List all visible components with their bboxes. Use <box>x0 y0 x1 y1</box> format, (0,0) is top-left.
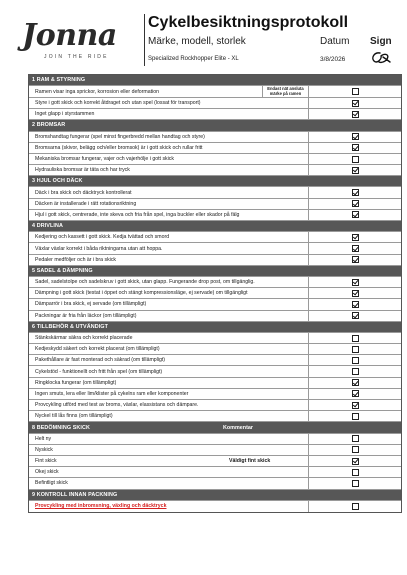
document-header <box>14 10 394 72</box>
item-text: Hjul i gott skick, centrerade, inte skeva och fria från spel, inga buckler eller skador på fälg <box>29 210 309 220</box>
item-text: Hydrauliska bromsar är täta och har tryck <box>29 165 309 175</box>
item-text: Pakethållare är fast monterad och säkrad (om tillämpligt) <box>29 355 309 365</box>
checkbox-checked[interactable] <box>352 301 359 308</box>
logo-tagline: JOIN THE RIDE <box>44 54 109 60</box>
item-text: Sadel, sadelstolpe och sadelskruv i gott skick, utan glapp. Fungerande drop post, om tillgänglig. <box>29 277 309 287</box>
checkbox-cell <box>309 344 401 354</box>
date-value: 3/8/2026 <box>320 56 346 63</box>
item-text: Styre i gott skick och korrekt åtdraget och utan spel (lossat för transport) <box>29 98 309 108</box>
checklist-item <box>29 434 401 445</box>
checklist-item <box>29 143 401 154</box>
checklist-item <box>29 154 401 165</box>
checklist-item <box>29 478 401 489</box>
section-header <box>29 75 401 86</box>
checkbox-cell <box>309 366 401 376</box>
brand-logo <box>22 16 140 66</box>
item-text: Provcykling med inbromsning, växling och däcktryck <box>29 501 309 512</box>
checkbox-unchecked[interactable] <box>352 480 359 487</box>
checklist-item <box>29 411 401 422</box>
item-text: Pedaler medföljer och är i bra skick <box>29 255 309 265</box>
section-header <box>29 266 401 277</box>
item-note: Endast nät ansluta märke på ramen <box>263 86 309 97</box>
item-text: Stänkskärmar säkra och korrekt placerade <box>29 333 309 343</box>
checkbox-cell <box>309 165 401 175</box>
checklist-item <box>29 98 401 109</box>
section-title: 6 TILLBEHÖR & UTVÄNDIGT <box>32 323 108 330</box>
item-text: Bromsarna (skivor, belägg och/eller bromsok) är i gott skick och rullar fritt <box>29 143 309 153</box>
checklist-item <box>29 255 401 266</box>
checkbox-cell <box>309 243 401 253</box>
checkbox-checked[interactable] <box>352 312 359 319</box>
checkbox-cell <box>309 467 401 477</box>
bike-label: Märke, modell, storlek <box>148 36 246 47</box>
checkbox-cell <box>309 288 401 298</box>
bike-model-value: Specialized Rockhopper Elite - XL <box>148 56 239 62</box>
checklist-item <box>29 86 401 98</box>
checkbox-cell <box>309 143 401 153</box>
checklist-item <box>29 277 401 288</box>
checklist-item <box>29 445 401 456</box>
checkbox-checked[interactable] <box>352 100 359 107</box>
checklist-item <box>29 333 401 344</box>
checkbox-cell <box>309 333 401 343</box>
checkbox-unchecked[interactable] <box>352 368 359 375</box>
item-text: Befintligt skick <box>29 478 309 488</box>
checkbox-unchecked[interactable] <box>352 335 359 342</box>
item-text: Däcken är installerade i rätt rotationsriktning <box>29 199 309 209</box>
item-text: Cykelstöd - funktionellt och fritt från spel (om tillämpligt) <box>29 366 309 376</box>
checklist-item <box>29 199 401 210</box>
item-text: Packningar är fria från läckor (om tillämpligt) <box>29 311 309 321</box>
checklist-item <box>29 132 401 143</box>
section-header <box>29 490 401 501</box>
checklist-item <box>29 165 401 176</box>
comment-column-header: Kommentar <box>223 424 253 431</box>
checkbox-cell <box>309 109 401 119</box>
checkbox-checked[interactable] <box>352 458 359 465</box>
logo-wordmark: Jonna <box>22 18 117 53</box>
item-text: Ingen smuts, lera eller lim/klister på cykelns ram eller komponenter <box>29 389 309 399</box>
checkbox-cell <box>309 478 401 488</box>
item-text: Helt ny <box>29 434 309 444</box>
checkbox-unchecked[interactable] <box>352 357 359 364</box>
signature-mark <box>370 50 392 66</box>
checklist-item <box>29 355 401 366</box>
checkbox-unchecked[interactable] <box>352 435 359 442</box>
section-header <box>29 221 401 232</box>
checklist-item <box>29 467 401 478</box>
checkbox-cell <box>309 389 401 399</box>
checkbox-cell <box>309 434 401 444</box>
checklist-item <box>29 109 401 120</box>
checkbox-cell <box>309 232 401 242</box>
checkbox-cell <box>309 400 401 410</box>
section-title: 4 DRIVLINA <box>32 223 63 230</box>
checkbox-checked[interactable] <box>352 200 359 207</box>
item-text: Kedjering och kassett i gott skick. Kedja tvättad och smord <box>29 232 309 242</box>
section-header <box>29 322 401 333</box>
checkbox-cell <box>309 445 401 455</box>
section-title: 1 RAM & STYRNING <box>32 77 86 84</box>
item-text: Dämpning i gott skick (testat i öppet och stängt kompressionsläge, ej servade) om tillgängligt <box>29 288 309 298</box>
item-text: Bromshandtag fungerar (spel minst fingerbredd mellan handtag och styre) <box>29 132 309 142</box>
checkbox-unchecked[interactable] <box>352 88 359 95</box>
item-text: Okej skick <box>29 467 309 477</box>
checkbox-unchecked[interactable] <box>352 413 359 420</box>
checkbox-cell <box>309 154 401 164</box>
checklist-item <box>29 344 401 355</box>
header-divider <box>144 14 145 66</box>
checkbox-cell <box>309 255 401 265</box>
checkbox-unchecked[interactable] <box>352 346 359 353</box>
section-title: 2 BROMSAR <box>32 122 66 129</box>
checklist-item <box>29 311 401 322</box>
checklist-item <box>29 210 401 221</box>
checkbox-checked[interactable] <box>352 279 359 286</box>
checkbox-cell <box>309 456 401 466</box>
item-text: Dämparrör i bra skick, ej servade (om tillämpligt) <box>29 299 309 309</box>
checklist-item <box>29 288 401 299</box>
item-comment: Väldigt fint skick <box>229 458 271 465</box>
item-text: Ringklocka fungerar (om tillämpligt) <box>29 378 309 388</box>
checkbox-unchecked[interactable] <box>352 446 359 453</box>
item-text: Mekaniska bromsar fungerar, vajer och vajerhölje i gott skick <box>29 154 309 164</box>
checkbox-checked[interactable] <box>352 144 359 151</box>
checkbox-cell <box>309 210 401 220</box>
checkbox-cell <box>309 187 401 197</box>
checkbox-cell <box>309 98 401 108</box>
checklist-item <box>29 243 401 254</box>
inspection-checklist <box>28 74 402 513</box>
checklist-item <box>29 299 401 310</box>
checkbox-checked[interactable] <box>352 211 359 218</box>
section-header <box>29 422 401 433</box>
item-text: Nyckel till lås finns (om tillämpligt) <box>29 411 309 421</box>
checkbox-unchecked[interactable] <box>352 156 359 163</box>
checkbox-checked[interactable] <box>352 167 359 174</box>
checkbox-cell <box>309 86 401 97</box>
checkbox-unchecked[interactable] <box>352 503 359 510</box>
checkbox-cell <box>309 277 401 287</box>
checklist-item <box>29 232 401 243</box>
item-text: Provcykling utförd med test av broms, växlar, elassistans och dämpare. <box>29 400 309 410</box>
item-text: Kedjeskydd säkert och korrekt placerat (om tillämpligt) <box>29 344 309 354</box>
checkbox-checked[interactable] <box>352 402 359 409</box>
item-text: Däck i bra skick och däcktryck kontrollerat <box>29 187 309 197</box>
section-title: 3 HJUL OCH DÄCK <box>32 178 83 185</box>
checkbox-cell <box>309 378 401 388</box>
section-header <box>29 120 401 131</box>
checkbox-checked[interactable] <box>352 189 359 196</box>
checklist-item <box>29 378 401 389</box>
checkbox-checked[interactable] <box>352 111 359 118</box>
checkbox-unchecked[interactable] <box>352 469 359 476</box>
section-title: 5 SADEL & DÄMPNING <box>32 267 93 274</box>
checkbox-checked[interactable] <box>352 390 359 397</box>
checkbox-checked[interactable] <box>352 256 359 263</box>
checkbox-checked[interactable] <box>352 290 359 297</box>
checkbox-checked[interactable] <box>352 245 359 252</box>
checkbox-cell <box>309 355 401 365</box>
section-header <box>29 176 401 187</box>
checkbox-cell <box>309 311 401 321</box>
checkbox-cell <box>309 132 401 142</box>
checkbox-checked[interactable] <box>352 234 359 241</box>
date-label: Datum <box>320 36 350 47</box>
checklist-item <box>29 456 401 467</box>
checkbox-cell <box>309 199 401 209</box>
section-title: 8 BEDÖMNING SKICK <box>32 424 91 431</box>
item-text: Inget glapp i styrstammen <box>29 109 309 119</box>
checklist-item <box>29 400 401 411</box>
section-title: 9 KONTROLL INNAN PACKNING <box>32 491 118 498</box>
checklist-item <box>29 501 401 512</box>
checkbox-cell <box>309 299 401 309</box>
item-text: Nyskick <box>29 445 309 455</box>
checkbox-checked[interactable] <box>352 379 359 386</box>
checkbox-cell <box>309 501 401 512</box>
item-text: Fint skick <box>29 456 309 466</box>
checkbox-cell <box>309 411 401 421</box>
page-title: Cykelbesiktningsprotokoll <box>148 14 349 31</box>
sign-label: Sign <box>370 36 392 47</box>
checkbox-checked[interactable] <box>352 133 359 140</box>
checklist-item <box>29 187 401 198</box>
item-text: Ramen visar inga sprickor, korrosion eller deformation <box>29 86 263 97</box>
checklist-item <box>29 366 401 377</box>
item-text: Växlar växlar korrekt i båda riktningarna utan att hoppa. <box>29 243 309 253</box>
checklist-item <box>29 389 401 400</box>
